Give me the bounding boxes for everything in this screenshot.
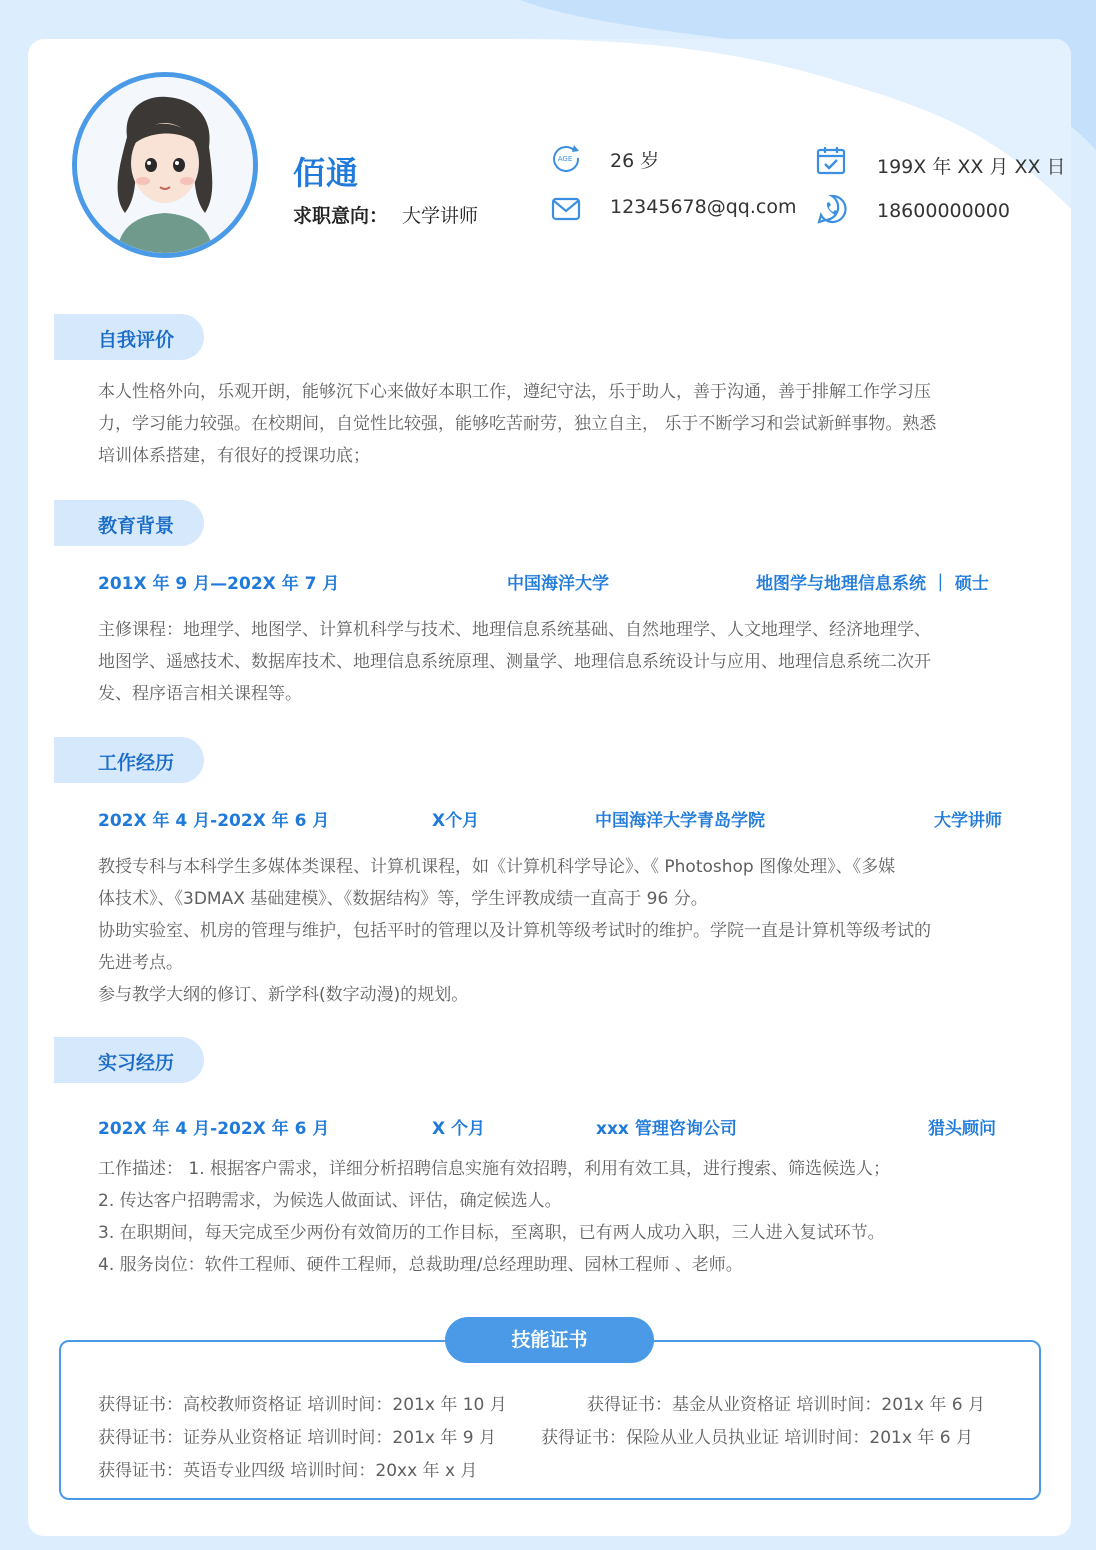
age-value: 26 岁 <box>610 150 660 172</box>
work-org: 中国海洋大学青岛学院 <box>595 811 765 831</box>
text-line: 体技术》、《3DMAX 基础建模》、《数据结构》等，学生评教成绩一直高于 96 分。 <box>98 889 708 909</box>
text-line: 协助实验室、机房的管理与维护，包括平时的管理以及计算机等级考试时的维护。学院一直是计算机等级考试的 <box>98 921 931 941</box>
section-title: 工作经历 <box>98 752 175 774</box>
text-line: 参与教学大纲的修订、新学科(数字动漫)的规划。 <box>98 985 469 1005</box>
internship-duration: X 个月 <box>432 1119 486 1139</box>
text-line: 本人性格外向，乐观开朗，能够沉下心来做好本职工作，遵纪守法，乐于助人，善于沟通，善于排解工作学习压 <box>98 382 931 402</box>
work-description <box>98 851 1018 1011</box>
work-duration: X个月 <box>432 811 480 831</box>
text-line: 2. 传达客户招聘需求，为候选人做面试、评估，确定候选人。 <box>98 1191 562 1211</box>
internship-org: xxx 管理咨询公司 <box>596 1119 737 1139</box>
section-header-internship <box>54 1037 204 1083</box>
education-school: 中国海洋大学 <box>507 574 609 594</box>
text-line: 3. 在职期间，每天完成至少两份有效简历的工作目标，至离职，已有两人成功入职，三人进入复试环节。 <box>98 1223 885 1243</box>
mail-icon <box>550 193 582 225</box>
internship-role: 猎头顾问 <box>928 1119 996 1139</box>
text-line: 工作描述： 1. 根据客户需求，详细分析招聘信息实施有效招聘，利用有效工具，进行搜索、筛选候选人； <box>98 1159 891 1179</box>
job-intent-value: 大学讲师 <box>402 205 479 227</box>
text-line: 培训体系搭建，有很好的授课功底； <box>98 446 370 466</box>
education-period: 201X 年 9 月—202X 年 7 月 <box>98 574 340 594</box>
age-icon <box>550 142 582 174</box>
birth-date: 199X 年 XX 月 XX 日 <box>877 156 1066 178</box>
internship-description <box>98 1153 1018 1281</box>
text-line: 先进考点。 <box>98 953 183 973</box>
section-title: 教育背景 <box>98 515 175 537</box>
text-line: 地图学、遥感技术、数据库技术、地理信息系统原理、测量学、地理信息系统设计与应用、地理信息系统二次开 <box>98 652 931 672</box>
self-eval-text <box>98 376 1018 472</box>
education-courses <box>98 614 1018 710</box>
work-role: 大学讲师 <box>934 811 1002 831</box>
candidate-name: 佰通 <box>293 154 360 192</box>
certificate-item: 获得证书：高校教师资格证 培训时间：201x 年 10 月 <box>98 1395 507 1415</box>
job-intent <box>293 201 478 228</box>
certificate-item: 获得证书：基金从业资格证 培训时间：201x 年 6 月 <box>587 1395 985 1415</box>
card-corner-wave <box>511 39 1071 209</box>
text-line: 主修课程：地理学、地图学、计算机科学与技术、地理信息系统基础、自然地理学、人文地理学、经济地理学、 <box>98 620 931 640</box>
job-intent-label: 求职意向： <box>293 205 389 227</box>
email-value: 12345678@qq.com <box>610 196 797 218</box>
section-header-self-eval <box>54 314 204 360</box>
section-header-work <box>54 737 204 783</box>
text-line: 4. 服务岗位：软件工程师、硬件工程师，总裁助理/总经理助理、园林工程师 、老师。 <box>98 1255 743 1275</box>
text-line: 教授专科与本科学生多媒体类课程、计算机课程，如《计算机科学导论》、《 Photoshop 图像处理》、《多媒 <box>98 857 896 877</box>
phone-icon <box>816 193 848 225</box>
calendar-icon <box>815 144 847 176</box>
certificate-item: 获得证书：保险从业人员执业证 培训时间：201x 年 6 月 <box>541 1428 973 1448</box>
certificate-item: 获得证书：英语专业四级 培训时间：20xx 年 x 月 <box>98 1461 478 1481</box>
certificate-item: 获得证书：证券从业资格证 培训时间：201x 年 9 月 <box>98 1428 496 1448</box>
resume-card <box>28 39 1071 1536</box>
certificates-title: 技能证书 <box>445 1317 654 1363</box>
education-major: 地图学与地理信息系统 ｜ 硕士 <box>756 574 989 594</box>
avatar <box>72 72 258 258</box>
phone-value: 18600000000 <box>877 200 1010 222</box>
section-title: 实习经历 <box>98 1052 175 1074</box>
text-line: 发、程序语言相关课程等。 <box>98 684 302 704</box>
section-title: 自我评价 <box>98 329 175 351</box>
age-icon-text: AGE <box>557 155 573 163</box>
section-header-education <box>54 500 204 546</box>
work-period: 202X 年 4 月-202X 年 6 月 <box>98 811 330 831</box>
text-line: 力，学习能力较强。在校期间，自觉性比较强，能够吃苦耐劳，独立自主， 乐于不断学习和尝试新鲜事物。熟悉 <box>98 414 937 434</box>
internship-period: 202X 年 4 月-202X 年 6 月 <box>98 1119 330 1139</box>
